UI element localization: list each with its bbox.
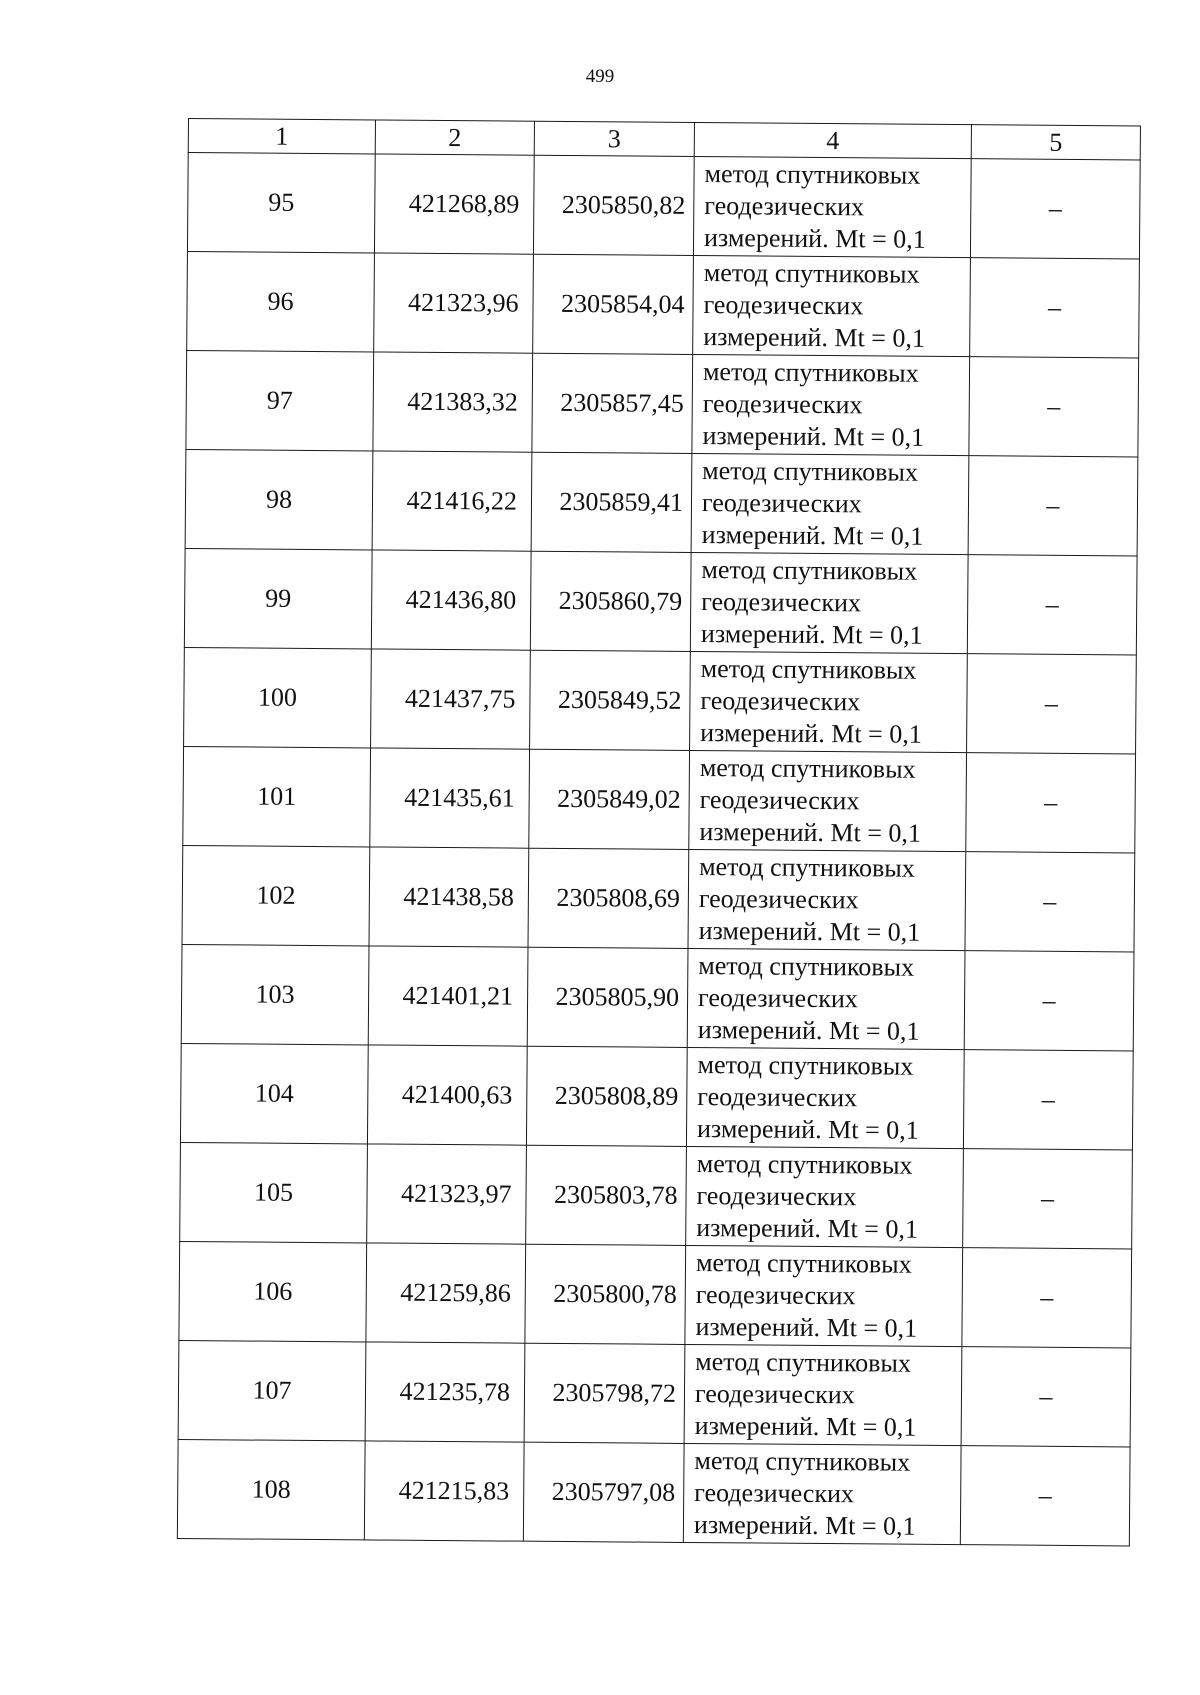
point-number-cell: 108: [177, 1439, 365, 1539]
table-row: [179, 1241, 1132, 1347]
point-number-cell: 102: [182, 845, 370, 945]
table-row: [180, 1043, 1133, 1149]
y-coordinate-cell: 2305808,69: [528, 848, 689, 948]
point-number-cell: 105: [180, 1142, 368, 1242]
note-cell: –: [963, 1050, 1133, 1150]
note-cell: –: [963, 1149, 1133, 1249]
method-cell: метод спутниковых геодезических измерений. Mt = 0,1: [688, 849, 966, 950]
note-cell: –: [966, 753, 1136, 853]
y-coordinate-cell: 2305797,08: [523, 1442, 684, 1542]
method-cell: метод спутниковых геодезических измерений. Mt = 0,1: [687, 948, 965, 1049]
x-coordinate-cell: 421437,75: [371, 649, 531, 749]
method-cell: метод спутниковых геодезических измерений. Mt = 0,1: [691, 453, 969, 554]
note-cell: –: [961, 1347, 1131, 1447]
method-cell: метод спутниковых геодезических измерений. Mt = 0,1: [683, 1443, 961, 1544]
header-col-2: 2: [375, 120, 534, 155]
note-cell: –: [964, 951, 1134, 1051]
table-row: [184, 647, 1137, 753]
table-row: [177, 1439, 1130, 1545]
table-row: [183, 746, 1136, 852]
method-cell: метод спутниковых геодезических измерений. Mt = 0,1: [690, 552, 968, 653]
y-coordinate-cell: 2305805,90: [527, 947, 688, 1047]
point-number-cell: 99: [184, 548, 372, 648]
table-row: [184, 548, 1137, 654]
y-coordinate-cell: 2305860,79: [530, 551, 691, 651]
y-coordinate-cell: 2305859,41: [531, 452, 692, 552]
y-coordinate-cell: 2305850,82: [533, 155, 694, 255]
x-coordinate-cell: 421383,32: [373, 352, 533, 452]
point-number-cell: 107: [178, 1340, 366, 1440]
point-number-cell: 96: [187, 251, 375, 351]
point-number-cell: 100: [184, 647, 372, 747]
x-coordinate-cell: 421401,21: [368, 946, 528, 1046]
method-cell: метод спутниковых геодезических измерений. Mt = 0,1: [689, 750, 967, 851]
method-cell: метод спутниковых геодезических измерений. Mt = 0,1: [686, 1146, 964, 1247]
note-cell: –: [970, 159, 1140, 259]
x-coordinate-cell: 421235,78: [365, 1342, 525, 1442]
x-coordinate-cell: 421435,61: [370, 748, 530, 848]
method-cell: метод спутниковых геодезических измерений. Mt = 0,1: [686, 1047, 964, 1148]
method-cell: метод спутниковых геодезических измерений. Mt = 0,1: [693, 156, 971, 257]
y-coordinate-cell: 2305803,78: [526, 1145, 687, 1245]
x-coordinate-cell: 421400,63: [367, 1045, 527, 1145]
note-cell: –: [968, 456, 1138, 556]
note-cell: –: [967, 555, 1137, 655]
header-col-1: 1: [188, 119, 375, 154]
x-coordinate-cell: 421436,80: [371, 550, 531, 650]
point-number-cell: 101: [183, 746, 371, 846]
x-coordinate-cell: 421416,22: [372, 451, 532, 551]
x-coordinate-cell: 421268,89: [374, 154, 534, 254]
method-cell: метод спутниковых геодезических измерений. Mt = 0,1: [690, 651, 968, 752]
point-number-cell: 98: [185, 449, 373, 549]
point-number-cell: 104: [180, 1043, 368, 1143]
y-coordinate-cell: 2305849,02: [529, 749, 690, 849]
method-cell: метод спутниковых геодезических измерений. Mt = 0,1: [692, 354, 970, 455]
x-coordinate-cell: 421323,97: [367, 1144, 527, 1244]
note-cell: –: [962, 1248, 1132, 1348]
point-number-cell: 103: [181, 944, 369, 1044]
point-number-cell: 106: [179, 1241, 367, 1341]
x-coordinate-cell: 421323,96: [374, 253, 534, 353]
note-cell: –: [970, 258, 1140, 358]
x-coordinate-cell: 421215,83: [364, 1441, 524, 1541]
table-row: [181, 944, 1134, 1050]
x-coordinate-cell: 421259,86: [366, 1243, 526, 1343]
method-cell: метод спутниковых геодезических измерений. Mt = 0,1: [693, 255, 971, 356]
table-row: [180, 1142, 1133, 1248]
header-col-3: 3: [534, 121, 694, 156]
note-cell: –: [967, 654, 1137, 754]
point-number-cell: 97: [186, 350, 374, 450]
page-number: 499: [585, 66, 615, 87]
note-cell: –: [969, 357, 1139, 457]
y-coordinate-cell: 2305854,04: [533, 254, 694, 354]
point-number-cell: 95: [187, 153, 375, 253]
table-body: [177, 153, 1140, 1546]
table-row: [178, 1340, 1131, 1446]
table-row: [187, 251, 1140, 357]
table-row: [186, 350, 1139, 456]
note-cell: –: [960, 1446, 1130, 1546]
y-coordinate-cell: 2305798,72: [524, 1343, 685, 1443]
y-coordinate-cell: 2305849,52: [530, 650, 691, 750]
table-row: [182, 845, 1135, 951]
coordinates-table: [177, 118, 1141, 1546]
y-coordinate-cell: 2305857,45: [532, 353, 693, 453]
header-col-5: 5: [971, 125, 1140, 160]
note-cell: –: [965, 852, 1135, 952]
table-row: [187, 153, 1140, 259]
y-coordinate-cell: 2305800,78: [525, 1244, 686, 1344]
method-cell: метод спутниковых геодезических измерений. Mt = 0,1: [685, 1245, 963, 1346]
header-col-4: 4: [694, 122, 971, 158]
y-coordinate-cell: 2305808,89: [526, 1046, 687, 1146]
table-row: [185, 449, 1138, 555]
method-cell: метод спутниковых геодезических измерений. Mt = 0,1: [684, 1344, 962, 1445]
x-coordinate-cell: 421438,58: [369, 847, 529, 947]
